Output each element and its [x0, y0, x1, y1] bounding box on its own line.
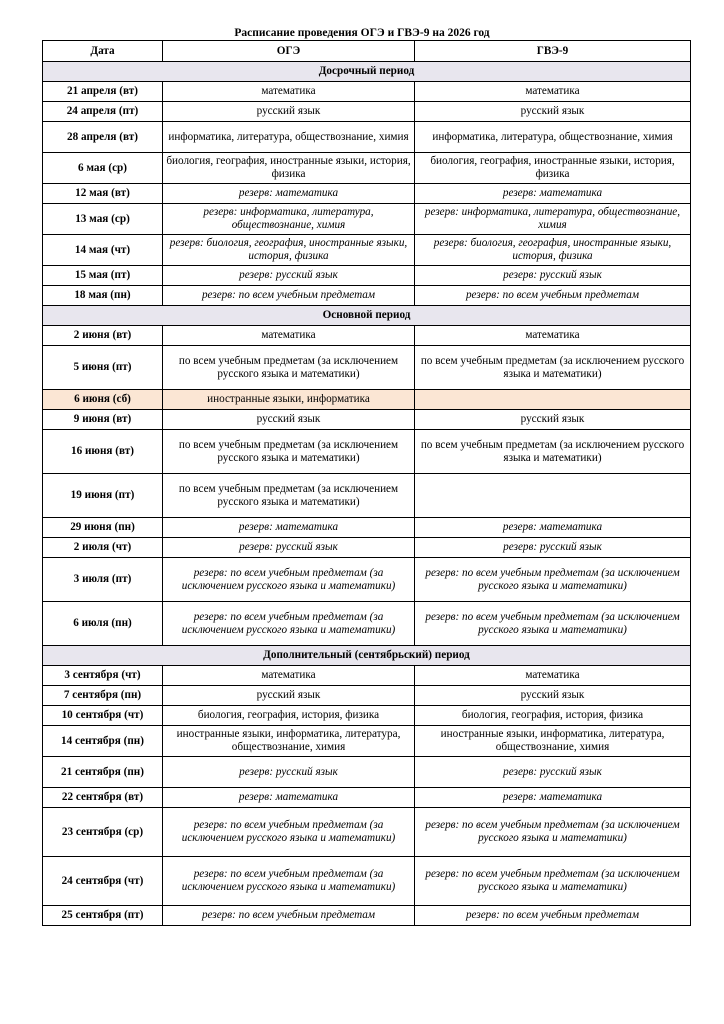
period-section-row: [43, 646, 691, 666]
table-row: [43, 538, 691, 558]
table-row: [43, 122, 691, 153]
table-row: [43, 390, 691, 410]
date-cell: 14 сентября (пн): [43, 726, 163, 757]
date-cell: 2 июля (чт): [43, 538, 163, 558]
date-cell: 22 сентября (вт): [43, 788, 163, 808]
table-row: [43, 153, 691, 184]
gve-cell: резерв: по всем учебным предметам: [415, 286, 691, 306]
gve-cell: русский язык: [415, 686, 691, 706]
date-cell: 6 июня (сб): [43, 390, 163, 410]
header-date: Дата: [43, 41, 163, 62]
oge-cell: резерв: информатика, литература, обществознание, химия: [163, 204, 415, 235]
oge-cell: резерв: по всем учебным предметам: [163, 286, 415, 306]
table-row: [43, 474, 691, 518]
table-row: [43, 788, 691, 808]
date-cell: 7 сентября (пн): [43, 686, 163, 706]
oge-cell: биология, география, история, физика: [163, 706, 415, 726]
table-row: [43, 326, 691, 346]
oge-cell: информатика, литература, обществознание, химия: [163, 122, 415, 153]
date-cell: 21 сентября (пн): [43, 757, 163, 788]
gve-cell: иностранные языки, информатика, литература, обществознание, химия: [415, 726, 691, 757]
period-section-row: [43, 62, 691, 82]
gve-cell: по всем учебным предметам (за исключением русского языка и математики): [415, 346, 691, 390]
table-row: [43, 102, 691, 122]
date-cell: 10 сентября (чт): [43, 706, 163, 726]
oge-cell: резерв: математика: [163, 518, 415, 538]
oge-cell: резерв: русский язык: [163, 538, 415, 558]
period-title: Дополнительный (сентябрьский) период: [43, 646, 691, 666]
table-row: [43, 286, 691, 306]
table-row: [43, 757, 691, 788]
gve-cell: русский язык: [415, 102, 691, 122]
gve-cell: биология, география, иностранные языки, история, физика: [415, 153, 691, 184]
date-cell: 12 мая (вт): [43, 184, 163, 204]
gve-cell: резерв: по всем учебным предметам (за исключением русского языка и математики): [415, 558, 691, 602]
period-section-row: [43, 306, 691, 326]
oge-cell: резерв: по всем учебным предметам: [163, 906, 415, 926]
gve-cell: по всем учебным предметам (за исключением русского языка и математики): [415, 430, 691, 474]
table-row: [43, 602, 691, 646]
oge-cell: по всем учебным предметам (за исключением русского языка и математики): [163, 474, 415, 518]
date-cell: 15 мая (пт): [43, 266, 163, 286]
gve-cell: резерв: русский язык: [415, 266, 691, 286]
gve-cell: русский язык: [415, 410, 691, 430]
gve-cell: информатика, литература, обществознание, химия: [415, 122, 691, 153]
gve-cell: резерв: по всем учебным предметам (за исключением русского языка и математики): [415, 857, 691, 906]
date-cell: 24 апреля (пт): [43, 102, 163, 122]
period-title: Основной период: [43, 306, 691, 326]
table-row: [43, 410, 691, 430]
table-row: [43, 666, 691, 686]
gve-cell: резерв: математика: [415, 518, 691, 538]
oge-cell: резерв: биология, география, иностранные языки, история, физика: [163, 235, 415, 266]
gve-cell: резерв: по всем учебным предметам (за исключением русского языка и математики): [415, 602, 691, 646]
period-title: Досрочный период: [43, 62, 691, 82]
table-row: [43, 346, 691, 390]
table-row: [43, 184, 691, 204]
table-row: [43, 204, 691, 235]
date-cell: 3 сентября (чт): [43, 666, 163, 686]
date-cell: 21 апреля (вт): [43, 82, 163, 102]
date-cell: 16 июня (вт): [43, 430, 163, 474]
table-row: [43, 266, 691, 286]
gve-cell: резерв: математика: [415, 788, 691, 808]
date-cell: 18 мая (пн): [43, 286, 163, 306]
date-cell: 3 июля (пт): [43, 558, 163, 602]
oge-cell: иностранные языки, информатика, литература, обществознание, химия: [163, 726, 415, 757]
date-cell: 29 июня (пн): [43, 518, 163, 538]
oge-cell: русский язык: [163, 686, 415, 706]
schedule-table: [42, 40, 691, 926]
gve-cell: математика: [415, 326, 691, 346]
gve-cell: резерв: русский язык: [415, 757, 691, 788]
oge-cell: резерв: русский язык: [163, 266, 415, 286]
oge-cell: резерв: по всем учебным предметам (за исключением русского языка и математики): [163, 857, 415, 906]
gve-cell: резерв: информатика, литература, обществознание, химия: [415, 204, 691, 235]
table-header-row: [43, 41, 691, 62]
date-cell: 2 июня (вт): [43, 326, 163, 346]
oge-cell: резерв: математика: [163, 184, 415, 204]
table-row: [43, 430, 691, 474]
gve-cell: [415, 390, 691, 410]
date-cell: 24 сентября (чт): [43, 857, 163, 906]
oge-cell: русский язык: [163, 102, 415, 122]
oge-cell: биология, география, иностранные языки, история, физика: [163, 153, 415, 184]
header-oge: ОГЭ: [163, 41, 415, 62]
oge-cell: по всем учебным предметам (за исключением русского языка и математики): [163, 430, 415, 474]
schedule-body: [43, 62, 691, 926]
table-row: [43, 82, 691, 102]
table-row: [43, 857, 691, 906]
header-gve: ГВЭ-9: [415, 41, 691, 62]
gve-cell: резерв: русский язык: [415, 538, 691, 558]
gve-cell: математика: [415, 666, 691, 686]
date-cell: 19 июня (пт): [43, 474, 163, 518]
table-row: [43, 518, 691, 538]
table-row: [43, 706, 691, 726]
gve-cell: резерв: математика: [415, 184, 691, 204]
gve-cell: резерв: по всем учебным предметам: [415, 906, 691, 926]
oge-cell: русский язык: [163, 410, 415, 430]
oge-cell: резерв: по всем учебным предметам (за исключением русского языка и математики): [163, 808, 415, 857]
date-cell: 6 мая (ср): [43, 153, 163, 184]
oge-cell: математика: [163, 82, 415, 102]
gve-cell: резерв: биология, география, иностранные языки, история, физика: [415, 235, 691, 266]
oge-cell: резерв: по всем учебным предметам (за исключением русского языка и математики): [163, 558, 415, 602]
table-row: [43, 726, 691, 757]
date-cell: 5 июня (пт): [43, 346, 163, 390]
date-cell: 28 апреля (вт): [43, 122, 163, 153]
date-cell: 25 сентября (пт): [43, 906, 163, 926]
table-row: [43, 686, 691, 706]
date-cell: 13 мая (ср): [43, 204, 163, 235]
oge-cell: математика: [163, 326, 415, 346]
date-cell: 23 сентября (ср): [43, 808, 163, 857]
oge-cell: резерв: по всем учебным предметам (за исключением русского языка и математики): [163, 602, 415, 646]
table-row: [43, 906, 691, 926]
oge-cell: иностранные языки, информатика: [163, 390, 415, 410]
gve-cell: математика: [415, 82, 691, 102]
page-title: Расписание проведения ОГЭ и ГВЭ-9 на 2026 год: [234, 27, 490, 39]
table-row: [43, 235, 691, 266]
table-row: [43, 558, 691, 602]
gve-cell: [415, 474, 691, 518]
oge-cell: по всем учебным предметам (за исключением русского языка и математики): [163, 346, 415, 390]
oge-cell: резерв: русский язык: [163, 757, 415, 788]
date-cell: 14 мая (чт): [43, 235, 163, 266]
date-cell: 6 июля (пн): [43, 602, 163, 646]
date-cell: 9 июня (вт): [43, 410, 163, 430]
table-row: [43, 808, 691, 857]
oge-cell: резерв: математика: [163, 788, 415, 808]
oge-cell: математика: [163, 666, 415, 686]
gve-cell: биология, география, история, физика: [415, 706, 691, 726]
gve-cell: резерв: по всем учебным предметам (за исключением русского языка и математики): [415, 808, 691, 857]
